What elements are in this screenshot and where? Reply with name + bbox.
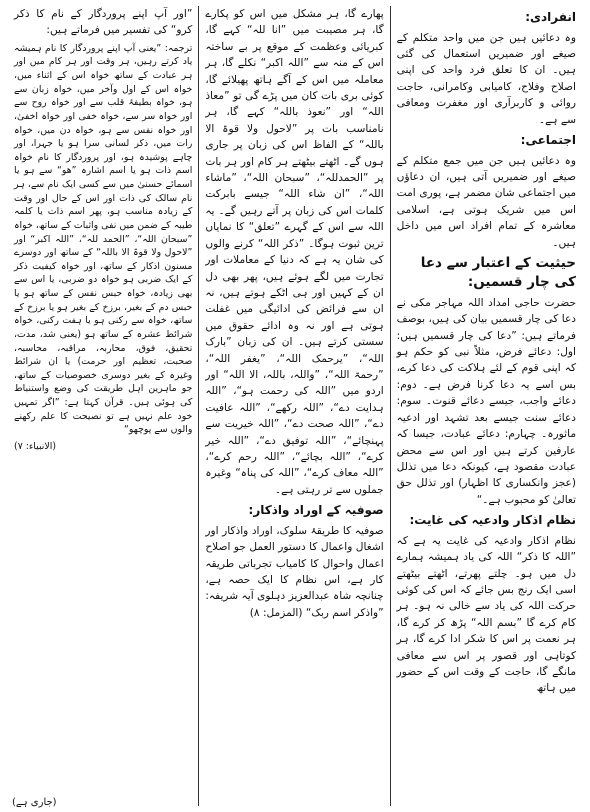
paragraph-four-types: حضرت حاجی امداد اللہ مہاجر مکی نے دعا کی چار قسمیں بیان کی ہیں، بوصف فرماتے ہیں: ”دعا کی چار قسمیں ہیں: اول: دعائے فرض، مثلاً نبی کو حکم ہو کہ اپنی قوم کے لئے ہلاکت کی دعا کرے، بس اسے یہ دعا کرنا فرض ہے۔ دوم: دعائے واجب، جیسے دعائے قنوت۔ سوم: دعائے سنت جیسے بعد تشہد اور ادعیہ ماثورہ۔ چہارم: دعائے عبادت، جیسا کہ عارفین کرتے ہیں اور اس سے محض عبادت مقصود ہے، کیونکہ دعا میں تذلل (عجز وانکساری کا اظہار) اور تذلل حق تعالیٰ کو محبوب ہے۔“ [396,296,576,506]
quran-reference: (الانبیاء: ۷) [14,440,57,452]
paragraph-individual: وہ دعائیں ہیں جن میں واحد متکلم کے صیغے اور ضمیریں استعمال کی گئی ہیں۔ ان کا تعلق فرد واحد کی اپنی اصلاح وفلاح، کامیابی وکامرانی، حاجت روائی و کاربرآری اور مغفرت ومعافی سے ہے۔ [396,31,576,126]
heading-individual: انفرادی: [525,10,576,24]
column-left [8,6,199,806]
paragraph-sufi-awrad: صوفیہ کا طریقۂ سلوک، اوراد واذکار اور اشغال واعمال کا دستور العمل جو اصلاح اعمال واحوال کا کامیاب تجرباتی طریقہ کار ہے، اس نظام کا ایک حصہ ہے، چنانچہ شاہ عبدالعزیز دہلوی آیہ شریفہ: ”واذکر اسم ربک“ (المزمل: ۸) [205,524,384,619]
heading-sufi-awrad: صوفیہ کے اوراد واذکار: [248,503,384,518]
column-right [391,6,582,806]
heading-collective: اجتماعی: [520,133,576,148]
heading-purpose: نظام اذکار وادعیہ کی غایت: [409,513,576,528]
paragraph-collective: وہ دعائیں ہیں جن میں جمع متکلم کے صیغے اور ضمیریں آتی ہیں، ان دعاؤں میں اجتماعی شان مضمر ہے، پوری امت اس میں شریک ہوتی ہے، اسلامی معاشرہ کے تمام افراد اس میں داخل ہیں۔ [396,154,576,249]
column-middle [199,6,390,806]
continued-note: (جاری ہے) [12,797,57,808]
heading-four-types: حیثیت کے اعتبار سے دعا کی چار قسمیں: [420,255,576,290]
paragraph-translation: ترجمہ: ”یعنی آپ اپنے پروردگار کا نام ہمیشہ یاد کرتے رہیں، ہر وقت اور ہر کام میں اور ہر عبادت کے ساتھ خواہ اس کے اثناء میں، خواہ اس کے اول وآخر میں، خواہ زبان سے ہو، خواہ بطیفۂ قلب سے اور خواہ روح سے اور خواہ سر سے، خواہ خفی اور خواہ اخفیٰ، اور خواہ نفس سے ہو، خواہ دن میں، خواہ رات میں، ذکر لسانی سرا ہو یا جہرا، اور چاہے پوشیدہ ہو، اور پروردگار کا نام خواہ اسم ذات ہو یا اسم اشارہ ”ھو“ سے ہو یا اسمائے حسنیٰ میں سے کسی ایک نام سے، ہر نام سالک کی ذات اور اس کے حال اور وقت کے زیادہ مناسب ہو، پھر اسم ذات یا کلمہ طیبہ کے ضمن میں نفی واثبات کے ساتھ، خواہ ”سبحان اللہ“، ”الحمد للہ“، ”اللہ اکبر“ اور ”لاحول ولا قوۃ الا باللہ“ کے ساتھ اور دوسرے مسنون اذکار کے ساتھ، اور خواہ کیفیت ذکر کے ایک ضربی ہو خواہ دو ضربی، یا اس سے بھی زیادہ، خواہ حبس نفس کے ساتھ ہو یا حبس دم کے بغیر، برزخ کے بغیر ہو یا برزخ کے ساتھ، خواہ سے رکنی ہو یا ہفت رکنی، خواہ شرائط عشرہ کے ساتھ ہو (یعنی شد، مدت، تحقیق، فوق، محاربہ، مراقبہ، محاسبہ، صحبت، تعظیم اور حرمت) یا ان شرائط وغیرہ کے بغیر دوسری خصوصیات کے ساتھ، جو ماہرین اہل طریقت کی وضع واستنباط کی ہوئی ہیں۔ قرآن کہتا ہے: ”اگر تمہیں خود علم نہیں ہے تو نصیحت کا علم رکھنے والوں سے پوچھو“ [14,42,193,436]
paragraph-remembrance: پھارے گا، ہر مشکل میں اس کو پکارے گا، ہر مصیبت میں ”انا للہ“ کہے گا، کبریائی وعظمت کے موقع پر بے ساختہ اس کے منہ سے ”اللہ اکبر“ نکلے گا، ہر معاملہ میں اس کے آگے ہاتھ پھیلائے گا، کوئی بری بات کان میں پڑے گی تو ”معاذ اللہ“ اور ”نعوذ باللہ“ کہے گا، ہر نامناسب بات پر ”لاحول ولا قوۃ الا باللہ“ کے الفاظ اس کی زبان پر جاری ہوں گے۔ اٹھتے بیٹھتے ہر کام اور ہر بات پر ”الحمدللہ“، ”سبحان اللہ“، ”ماشاء اللہ“، ”ان شاء اللہ“ جیسے بابرکت کلمات اس کی زبان پر آتے رہیں گے۔ یہ اللہ سے اس کے گہرے ”تعلق“ کا نمایاں ترین ثبوت ہوگا۔ ”ذکر اللہ“ کرنے والوں کی شان یہ ہے کہ دنیا کے معاملات اور تجارت میں لگے ہوئے ہیں، پھر بھی دل ان کے کہیں اور ہی اٹکے ہوتے ہیں، نہ ان سے فرائض کی ادائیگی میں غفلت ہوتی ہے اور نہ وہ ادائے حقوق میں سستی کرتے ہیں۔ ان کی زبان ”بارک اللہ“، ”یرحمک اللہ“، ”یغفر اللہ“، ”رحمۃ اللہ“، ”واللہ، باللہ، الا اللہ“ اور اردو میں ”اللہ کی رحمت ہو“، ”اللہ ہدایت دے“، ”اللہ رکھے“، ”اللہ عافیت دے“، ”اللہ صحت دے“، ”اللہ خیریت سے پہنچائے“، ”اللہ توفیق دے“، ”اللہ خیر کرے“، ”اللہ بچائے“، ”اللہ رحم کرے“، ”اللہ معاف کرے“، ”اللہ کی پناہ“ وغیرہ جملوں سے تر رہتی ہے۔ [205,8,384,496]
text-columns [8,6,582,806]
paragraph-purpose: نظام اذکار وادعیہ کی غایت یہ ہے کہ ”اللہ کا ذکر“ اللہ کی یاد ہمیشہ ہمارے دل میں ہو۔ چلتے پھرتے، اٹھتے بیٹھتے اسی ایک رنج بس جائے کہ اس کی کوئی حرکت اللہ کی یاد سے خالی نہ ہو۔ ہر کام کرے گا ”بسم اللہ“ پڑھ کر کرے گا، ہر نعمت پر اس کا شکر ادا کرے گا، ہر کوتاہی اور قصور پر اس سے معافی مانگے گا، حاجت کے وقت اس کے حضور میں ہاتھ [396,534,576,695]
paragraph-tafsir-intro: ”اور آپ اپنے پروردگار کے نام کا ذکر کرو“ کی تفسیر میں فرماتے ہیں: [14,8,193,37]
